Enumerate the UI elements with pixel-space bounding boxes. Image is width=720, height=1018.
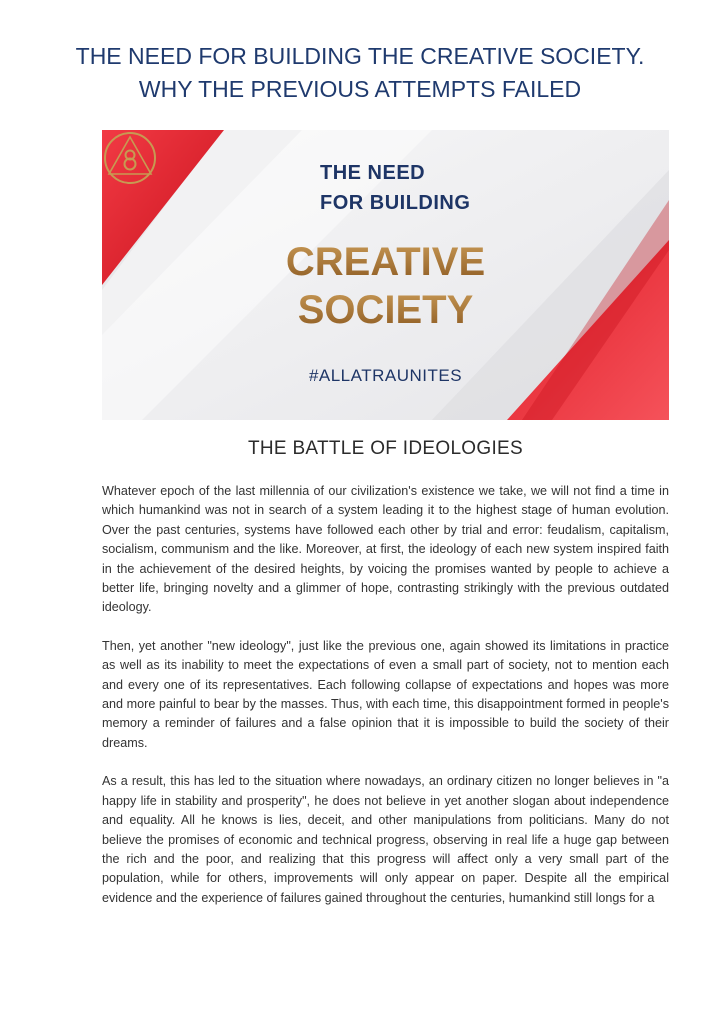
banner-word-society: SOCIETY [102, 288, 669, 332]
banner-image [102, 130, 669, 420]
paragraph-1: Whatever epoch of the last millennia of our civilization's existence we take, we will not find a time in which humankind was not in search of a system leading it to the highest stage of human evolution. Over the past centuries, systems have followed each other by trial and error: feudalism, capitalism, socialism, communism and the like. Moreover, at first, the ideology of each new system inspired faith in the achievement of the desired heights, by voicing the promises wanted by people to achieve a better life, bringing novelty and a glimmer of hope, contrasting strikingly with the previous outdated ideology. [102, 484, 669, 615]
paragraph-3: As a result, this has led to the situation where nowadays, an ordinary citizen no longer believes in "a happy life in stability and prosperity", he does not believe in yet another slogan about independence and equality. All he knows is lies, deceit, and other manipulations from politicians. Many do not believe the promises of economic and technical progress, observing in real life a huge gap between the rich and the poor, and realizing that this progress will affect only a very small part of the population, while for others, improvements will only appear on paper. Despite all the empirical evidence and the experience of failures gained throughout the centuries, humankind still longs for a [102, 774, 669, 905]
page-title [60, 40, 660, 106]
banner-hashtag: #ALLATRAUNITES [308, 366, 463, 385]
article-body [102, 482, 669, 927]
title-line-1: THE NEED FOR BUILDING THE CREATIVE SOCIETY. [75, 43, 645, 69]
banner-word-creative: CREATIVE [102, 240, 669, 284]
title-line-2: WHY THE PREVIOUS ATTEMPTS FAILED [138, 76, 582, 102]
banner-line-for-building: FOR BUILDING [320, 192, 471, 214]
banner-line-the-need: THE NEED [320, 162, 426, 184]
paragraph-2: Then, yet another "new ideology", just like the previous one, again showed its limitations in practice as well as its inability to meet the expectations of even a small part of society, not to mention each and every one of its representatives. Each following collapse of expectations and hopes was more and more painful to bear by the masses. Thus, with each time, this disappointment formed in people's memory a reminder of failures and a false opinion that it is impossible to build the society of their dreams. [102, 638, 669, 750]
section-heading: THE BATTLE OF IDEOLOGIES [247, 438, 523, 459]
allatra-logo-icon [102, 130, 158, 186]
